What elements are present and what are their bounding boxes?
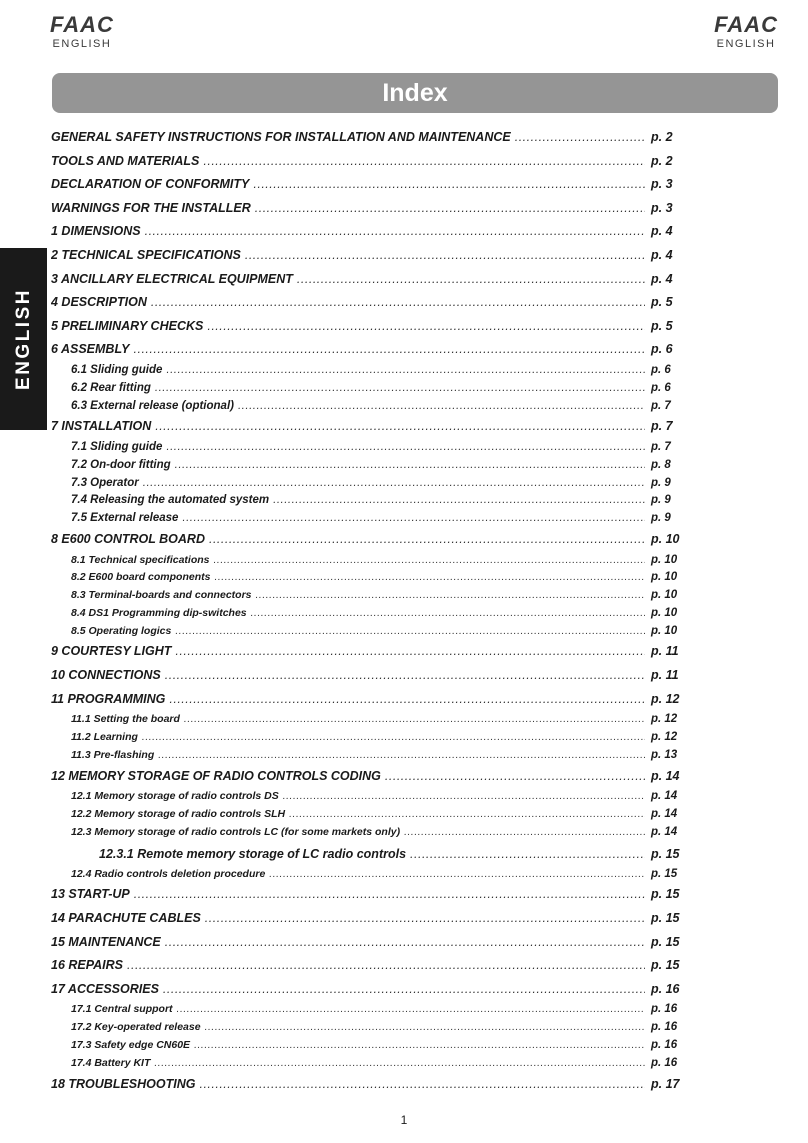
toc-leader-dots <box>134 883 645 907</box>
header-logo-left <box>50 14 114 50</box>
toc-entry-label: 12.3 Memory storage of radio controls LC (for some markets only) <box>71 825 401 838</box>
toc-entry-label: 8.3 Terminal-boards and connectors <box>71 589 252 602</box>
toc-leader-dots <box>205 1019 645 1037</box>
toc-entry[interactable] <box>51 1001 685 1019</box>
toc-entry-label: 6 ASSEMBLY <box>51 342 130 357</box>
toc-leader-dots <box>297 268 645 292</box>
header-language: ENGLISH <box>716 38 776 50</box>
toc-entry-page: p. 3 <box>651 200 673 215</box>
toc-leader-dots <box>253 173 645 197</box>
toc-entry[interactable] <box>51 664 685 688</box>
toc-entry-page: p. 6 <box>651 381 671 394</box>
toc-entry-label: DECLARATION OF CONFORMITY <box>51 177 250 192</box>
faac-logo: FAAC <box>50 12 114 37</box>
toc-entry[interactable] <box>51 552 685 570</box>
page-number: 1 <box>400 1113 408 1127</box>
toc-entry[interactable] <box>51 954 685 978</box>
toc-entry-page: p. 7 <box>651 399 671 412</box>
toc-entry[interactable] <box>51 439 685 457</box>
toc-entry-label: 3 ANCILLARY ELECTRICAL EQUIPMENT <box>51 271 293 286</box>
toc-entry[interactable] <box>51 362 685 380</box>
toc-entry[interactable] <box>51 291 685 315</box>
toc-leader-dots <box>169 688 645 712</box>
toc-entry-label: 12 MEMORY STORAGE OF RADIO CONTROLS CODING <box>51 768 381 783</box>
toc-entry-label: 11.1 Setting the board <box>71 713 180 726</box>
toc-entry-label: 6.2 Rear fitting <box>71 381 151 394</box>
toc-entry-page: p. 13 <box>651 748 678 761</box>
toc-entry-page: p. 11 <box>651 644 679 659</box>
toc-entry[interactable] <box>51 640 685 664</box>
toc-entry[interactable] <box>51 510 685 528</box>
toc-entry[interactable] <box>51 1073 685 1097</box>
toc-leader-dots <box>214 552 646 570</box>
toc-entry-label: 8.5 Operating logics <box>71 624 172 637</box>
toc-entry-label: 18 TROUBLESHOOTING <box>51 1076 196 1091</box>
toc-entry-page: p. 4 <box>651 247 673 262</box>
toc-entry-page: p. 8 <box>651 458 671 471</box>
toc-entry-page: p. 15 <box>651 958 680 973</box>
toc-entry[interactable] <box>51 866 685 884</box>
toc-entry[interactable] <box>51 623 685 641</box>
toc-entry[interactable] <box>51 747 685 765</box>
toc-entry-label: 8.1 Technical specifications <box>71 553 210 566</box>
toc-entry[interactable] <box>51 338 685 362</box>
toc-leader-dots <box>385 765 645 789</box>
toc-entry-page: p. 9 <box>651 476 671 489</box>
toc-entry[interactable] <box>51 380 685 398</box>
toc-entry-page: p. 14 <box>651 808 678 821</box>
toc-leader-dots <box>166 362 645 380</box>
toc-leader-dots <box>155 380 645 398</box>
page-title: Index <box>382 78 448 107</box>
toc-entry-label: 7.2 On-door fitting <box>71 458 171 471</box>
table-of-contents <box>51 126 685 1096</box>
toc-entry-label: 17.2 Key-operated release <box>71 1021 201 1034</box>
toc-entry-page: p. 10 <box>651 624 678 637</box>
toc-leader-dots <box>251 605 645 623</box>
toc-entry[interactable] <box>51 398 685 416</box>
toc-leader-dots <box>184 711 645 729</box>
toc-entry-page: p. 10 <box>651 571 678 584</box>
toc-entry-page: p. 10 <box>651 589 678 602</box>
toc-entry-label: 5 PRELIMINARY CHECKS <box>51 318 204 333</box>
toc-entry-label: 17 ACCESSORIES <box>51 981 159 996</box>
toc-entry-label: 12.3.1 Remote memory storage of LC radio controls <box>99 846 407 861</box>
toc-leader-dots <box>214 569 645 587</box>
toc-entry-label: 8.4 DS1 Programming dip-switches <box>71 606 247 619</box>
toc-leader-dots <box>273 492 645 510</box>
toc-entry[interactable] <box>51 197 685 221</box>
toc-entry[interactable] <box>51 587 685 605</box>
toc-entry-label: 4 DESCRIPTION <box>51 295 147 310</box>
toc-entry-label: 11 PROGRAMMING <box>51 691 166 706</box>
toc-entry-page: p. 16 <box>651 1039 678 1051</box>
toc-entry-page: p. 15 <box>651 846 680 861</box>
toc-entry-label: 7.4 Releasing the automated system <box>71 494 270 507</box>
toc-entry[interactable] <box>51 806 685 824</box>
toc-entry-label: 11.3 Pre-flashing <box>71 748 155 761</box>
toc-entry-page: p. 10 <box>651 606 678 619</box>
toc-leader-dots <box>199 1073 645 1097</box>
toc-entry-page: p. 5 <box>651 318 673 333</box>
toc-entry-label: 2 TECHNICAL SPECIFICATIONS <box>51 247 241 262</box>
side-tab-label: ENGLISH <box>12 288 34 390</box>
toc-entry[interactable] <box>51 931 685 955</box>
toc-entry-page: p. 16 <box>651 1003 678 1016</box>
toc-entry-page: p. 12 <box>651 731 678 744</box>
toc-entry-page: p. 12 <box>651 691 680 706</box>
toc-leader-dots <box>515 126 645 150</box>
toc-entry-page: p. 14 <box>651 790 678 803</box>
toc-entry[interactable] <box>51 126 685 150</box>
toc-leader-dots <box>165 931 645 955</box>
toc-leader-dots <box>289 806 645 824</box>
toc-entry-page: p. 14 <box>651 825 678 838</box>
toc-entry[interactable] <box>51 268 685 292</box>
toc-leader-dots <box>182 510 645 528</box>
toc-leader-dots <box>175 623 645 641</box>
toc-entry-label: GENERAL SAFETY INSTRUCTIONS FOR INSTALLATION AND MAINTENANCE <box>51 130 511 144</box>
toc-entry-label: 12.2 Memory storage of radio controls SLH <box>71 808 286 821</box>
toc-leader-dots <box>155 415 645 439</box>
toc-entry[interactable] <box>51 729 685 747</box>
toc-entry[interactable] <box>51 824 685 842</box>
toc-entry[interactable] <box>51 220 685 244</box>
toc-entry[interactable] <box>51 173 685 197</box>
toc-entry[interactable] <box>51 883 685 907</box>
toc-entry-label: 7.3 Operator <box>71 476 139 489</box>
toc-entry-page: p. 6 <box>651 363 671 376</box>
toc-entry[interactable] <box>51 492 685 510</box>
toc-entry-page: p. 9 <box>651 512 671 525</box>
toc-leader-dots <box>238 398 645 416</box>
toc-entry[interactable] <box>51 907 685 931</box>
toc-entry-label: 7 INSTALLATION <box>51 419 152 434</box>
toc-entry-label: 16 REPAIRS <box>51 958 124 973</box>
toc-entry-label: 17.4 Battery KIT <box>71 1056 151 1069</box>
toc-entry[interactable] <box>51 842 685 866</box>
toc-entry-page: p. 3 <box>651 177 673 192</box>
toc-entry[interactable] <box>51 150 685 174</box>
toc-entry-label: 12.4 Radio controls deletion procedure <box>71 867 266 880</box>
toc-entry[interactable] <box>51 244 685 268</box>
toc-entry-label: 1 DIMENSIONS <box>51 224 141 239</box>
toc-leader-dots <box>154 1055 645 1073</box>
toc-entry-label: 6.1 Sliding guide <box>71 363 163 376</box>
toc-entry-page: p. 12 <box>651 713 678 726</box>
toc-entry-page: p. 2 <box>651 130 673 144</box>
toc-leader-dots <box>194 1037 645 1055</box>
toc-leader-dots <box>127 954 645 978</box>
toc-entry[interactable] <box>51 457 685 475</box>
toc-leader-dots <box>166 439 645 457</box>
toc-leader-dots <box>151 291 645 315</box>
toc-leader-dots <box>410 842 645 866</box>
toc-leader-dots <box>134 338 646 362</box>
toc-entry-page: p. 16 <box>651 1021 678 1034</box>
toc-leader-dots <box>269 866 645 884</box>
toc-leader-dots <box>175 457 645 475</box>
toc-entry[interactable] <box>51 788 685 806</box>
toc-entry-page: p. 16 <box>651 981 680 996</box>
toc-leader-dots <box>142 729 645 747</box>
toc-entry-label: 10 CONNECTIONS <box>51 668 161 683</box>
toc-leader-dots <box>245 244 645 268</box>
toc-leader-dots <box>163 978 645 1002</box>
toc-leader-dots <box>177 1001 645 1019</box>
toc-leader-dots <box>255 197 645 221</box>
toc-leader-dots <box>145 220 645 244</box>
toc-entry[interactable] <box>51 765 685 789</box>
title-banner <box>52 73 778 113</box>
toc-entry-label: 8.2 E600 board components <box>71 571 211 584</box>
toc-leader-dots <box>209 528 645 552</box>
toc-entry-label: WARNINGS FOR THE INSTALLER <box>51 200 251 215</box>
toc-entry-page: p. 9 <box>651 494 671 507</box>
toc-entry[interactable] <box>51 475 685 493</box>
toc-entry-label: 15 MAINTENANCE <box>51 934 161 949</box>
toc-entry-page: p. 4 <box>651 224 673 239</box>
faac-logo: FAAC <box>714 12 778 37</box>
toc-entry-page: p. 14 <box>651 768 680 783</box>
toc-entry-label: 12.1 Memory storage of radio controls DS <box>71 790 279 803</box>
toc-entry-page: p. 15 <box>651 867 678 880</box>
toc-entry[interactable] <box>51 569 685 587</box>
toc-entry-page: p. 10 <box>651 531 680 546</box>
toc-entry-label: 17.3 Safety edge CN60E <box>71 1039 191 1051</box>
toc-entry-page: p. 11 <box>651 668 679 683</box>
toc-entry[interactable] <box>51 415 685 439</box>
toc-entry-page: p. 15 <box>651 911 680 926</box>
toc-leader-dots <box>207 315 645 339</box>
toc-entry[interactable] <box>51 688 685 712</box>
toc-entry-page: p. 15 <box>651 934 680 949</box>
toc-entry[interactable] <box>51 1037 685 1055</box>
toc-entry-label: 17.1 Central support <box>71 1003 173 1016</box>
toc-entry[interactable] <box>51 978 685 1002</box>
toc-leader-dots <box>283 788 645 806</box>
toc-entry-page: p. 5 <box>651 295 673 310</box>
toc-leader-dots <box>205 907 645 931</box>
toc-entry-label: TOOLS AND MATERIALS <box>51 153 200 168</box>
toc-entry-page: p. 7 <box>651 419 673 434</box>
toc-entry-label: 13 START-UP <box>51 887 130 902</box>
toc-entry-label: 7.1 Sliding guide <box>71 440 163 453</box>
toc-leader-dots <box>175 640 645 664</box>
toc-entry-page: p. 7 <box>651 440 671 453</box>
header-language: ENGLISH <box>52 38 112 50</box>
toc-entry-label: 9 COURTESY LIGHT <box>51 644 172 659</box>
toc-entry-page: p. 15 <box>651 887 680 902</box>
language-side-tab <box>0 248 47 430</box>
toc-leader-dots <box>203 150 645 174</box>
toc-entry-page: p. 17 <box>651 1076 680 1091</box>
toc-entry-label: 14 PARACHUTE CABLES <box>51 911 201 926</box>
toc-entry-label: 6.3 External release (optional) <box>71 399 234 412</box>
toc-leader-dots <box>143 475 645 493</box>
toc-leader-dots <box>256 587 646 605</box>
toc-leader-dots <box>404 824 645 842</box>
toc-entry[interactable] <box>51 711 685 729</box>
toc-entry[interactable] <box>51 315 685 339</box>
toc-entry-label: 7.5 External release <box>71 512 179 525</box>
toc-entry[interactable] <box>51 1019 685 1037</box>
toc-entry[interactable] <box>51 1055 685 1073</box>
toc-entry-page: p. 2 <box>651 153 673 168</box>
toc-leader-dots <box>158 747 645 765</box>
toc-leader-dots <box>165 664 645 688</box>
toc-entry[interactable] <box>51 605 685 623</box>
toc-entry-label: 11.2 Learning <box>71 731 138 744</box>
header-logo-right <box>714 14 778 50</box>
toc-entry-page: p. 4 <box>651 271 673 286</box>
toc-entry-label: 8 E600 CONTROL BOARD <box>51 531 205 546</box>
toc-entry-page: p. 6 <box>651 342 673 357</box>
toc-entry-page: p. 16 <box>651 1056 678 1069</box>
toc-entry-page: p. 10 <box>651 553 678 566</box>
toc-entry[interactable] <box>51 528 685 552</box>
